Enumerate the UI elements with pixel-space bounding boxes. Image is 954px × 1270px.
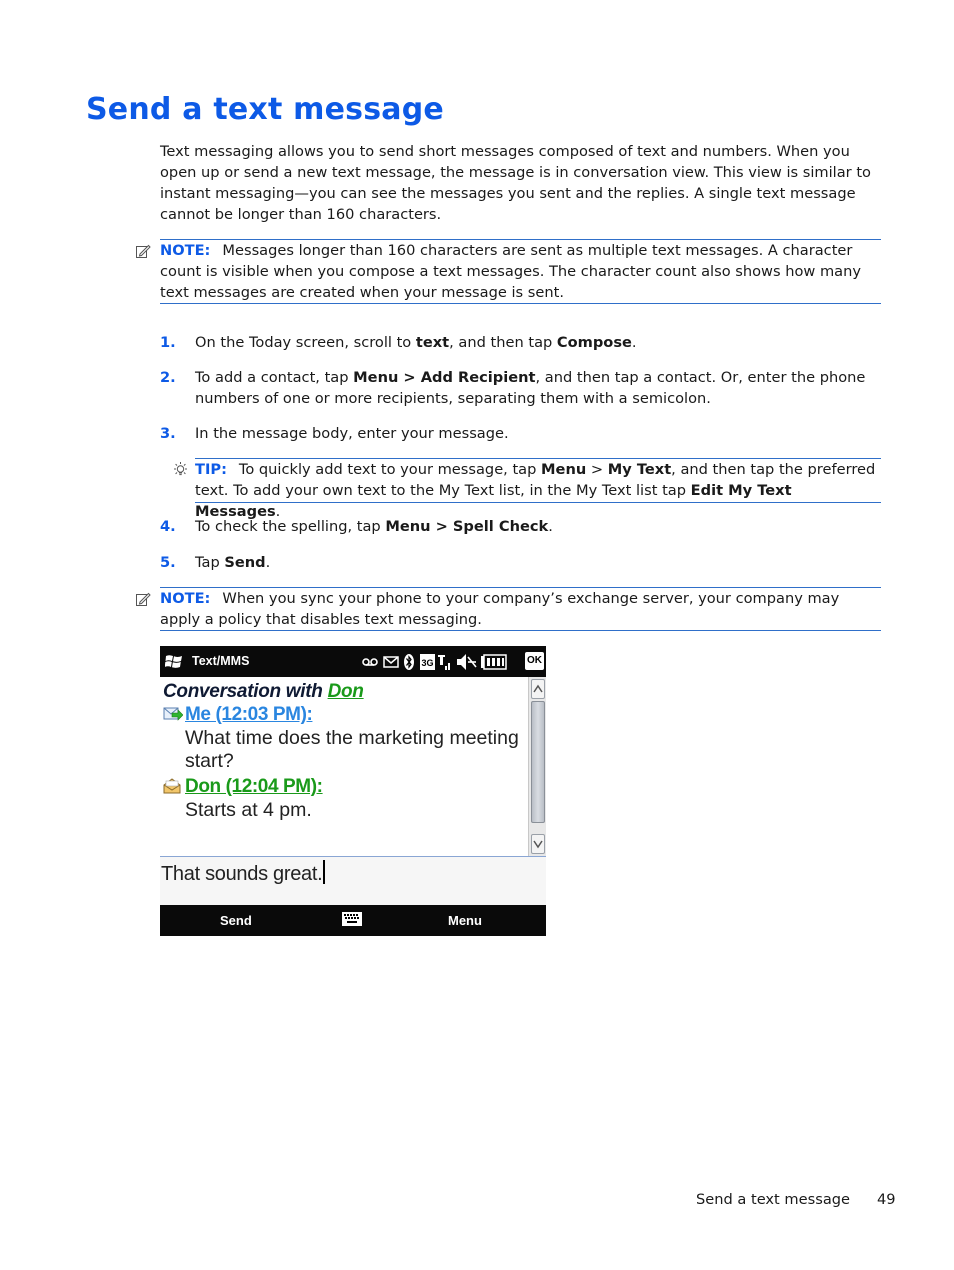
app-title: Text/MMS [192, 654, 250, 668]
chevron-down-icon [532, 835, 544, 853]
conversation-prefix: Conversation with [163, 681, 328, 702]
step-3 [160, 423, 882, 444]
send-softkey[interactable]: Send [220, 913, 252, 928]
battery-icon [481, 655, 506, 669]
note-text [160, 588, 881, 630]
note-label: NOTE: [160, 590, 211, 607]
scrollbar[interactable] [528, 677, 546, 856]
keyboard-icon[interactable] [342, 912, 362, 926]
tip-bold: Edit My Text Messages [195, 482, 792, 520]
intro-paragraph: Text messaging allows you to send short messages composed of text and numbers. When you open up or send a new text message, the message is in conversation view. This view is similar to instant messaging—you can see the messages you sent and the replies. A single text message cannot be longer than 160 characters. [160, 143, 871, 223]
step-number: 1. [160, 334, 176, 351]
step-text: To check the spelling, tap [195, 518, 386, 535]
bluetooth-icon [404, 654, 414, 670]
scroll-down-button[interactable] [531, 834, 545, 854]
step-text: . [548, 518, 553, 535]
page-title: Send a text message [86, 92, 444, 127]
3g-icon [420, 654, 435, 670]
note-body: When you sync your phone to your company’s exchange server, your company may apply a policy that disables text messaging. [160, 590, 840, 628]
sent-message-icon [163, 706, 183, 722]
step-number: 2. [160, 369, 176, 386]
svg-text:3G: 3G [421, 658, 434, 668]
message-header-don[interactable]: Don (12:04 PM): [185, 776, 323, 797]
step-bold: Menu > Spell Check [385, 518, 549, 535]
soft-key-bar [160, 905, 546, 936]
step-text: . [631, 334, 637, 351]
page-number: 49 [877, 1191, 896, 1208]
note-text [160, 240, 881, 303]
message-header-me[interactable]: Me (12:03 PM): [185, 704, 313, 725]
note-body: Messages longer than 160 characters are sent as multiple text messages. A character count is visible when you compose a text messages. The character count also shows how many text messages are created when your message is sent. [160, 242, 862, 301]
tip-text: > [586, 461, 608, 478]
received-message-icon [163, 778, 183, 794]
volume-off-icon [457, 654, 476, 670]
tip-text: , and then tap the preferred text. To add your own text to the My Text list, in the My Text list tap [195, 461, 876, 499]
step-text: On the Today screen, scroll to [195, 334, 416, 351]
message-body: Starts at 4 pm. [185, 799, 312, 821]
windows-start-icon[interactable] [165, 653, 183, 670]
step-2 [160, 367, 882, 409]
step-bold: Send [224, 554, 266, 571]
signal-icon [438, 655, 450, 670]
message-body: What time does the marketing meeting start? [185, 727, 519, 772]
step-text: In the message body, enter your message. [195, 425, 509, 442]
tip-label: TIP: [195, 461, 227, 478]
step-bold: Compose [556, 334, 632, 351]
note-label: NOTE: [160, 242, 211, 259]
compose-value: That sounds great. [161, 863, 323, 885]
scroll-thumb[interactable] [531, 701, 545, 823]
step-bold: Menu > Add Recipient [353, 369, 536, 386]
step-text: . [265, 554, 271, 571]
tip-bold: Menu [541, 461, 587, 478]
footer-section-title: Send a text message [696, 1191, 851, 1208]
note-box [160, 239, 881, 304]
scroll-up-button[interactable] [531, 679, 545, 699]
note-icon [135, 591, 151, 607]
step-1 [160, 332, 882, 353]
text-caret [323, 860, 325, 884]
step-bold: text [415, 334, 450, 351]
note-box [160, 587, 881, 631]
step-number: 5. [160, 554, 176, 571]
tip-text: To quickly add text to your message, tap [238, 461, 542, 478]
conversation-header [163, 681, 364, 703]
conversation-view [160, 677, 528, 856]
menu-softkey[interactable]: Menu [448, 913, 482, 928]
ok-button[interactable]: OK [525, 652, 544, 670]
status-icons [362, 652, 522, 672]
envelope-icon [384, 657, 398, 667]
lightbulb-icon [172, 461, 189, 478]
tip-bold: My Text [607, 461, 672, 478]
step-text: , and then tap [449, 334, 557, 351]
step-number: 4. [160, 518, 176, 535]
note-icon [135, 243, 151, 259]
step-text: To add a contact, tap [195, 369, 354, 386]
tip-box [195, 458, 881, 520]
phone-screenshot [160, 646, 546, 936]
status-bar [160, 646, 546, 677]
compose-input[interactable] [160, 856, 546, 906]
step-5 [160, 552, 882, 573]
step-text: , and then tap a contact. Or, enter the phone numbers of one or more recipients, separating them with a semicolon. [195, 369, 866, 407]
step-number: 3. [160, 425, 176, 442]
step-4 [160, 516, 882, 537]
tip-text: . [275, 503, 281, 520]
chevron-up-icon [532, 680, 544, 698]
voicemail-icon [363, 659, 377, 665]
step-text: Tap [195, 554, 225, 571]
compose-text [161, 860, 325, 886]
contact-link[interactable]: Don [327, 681, 364, 702]
